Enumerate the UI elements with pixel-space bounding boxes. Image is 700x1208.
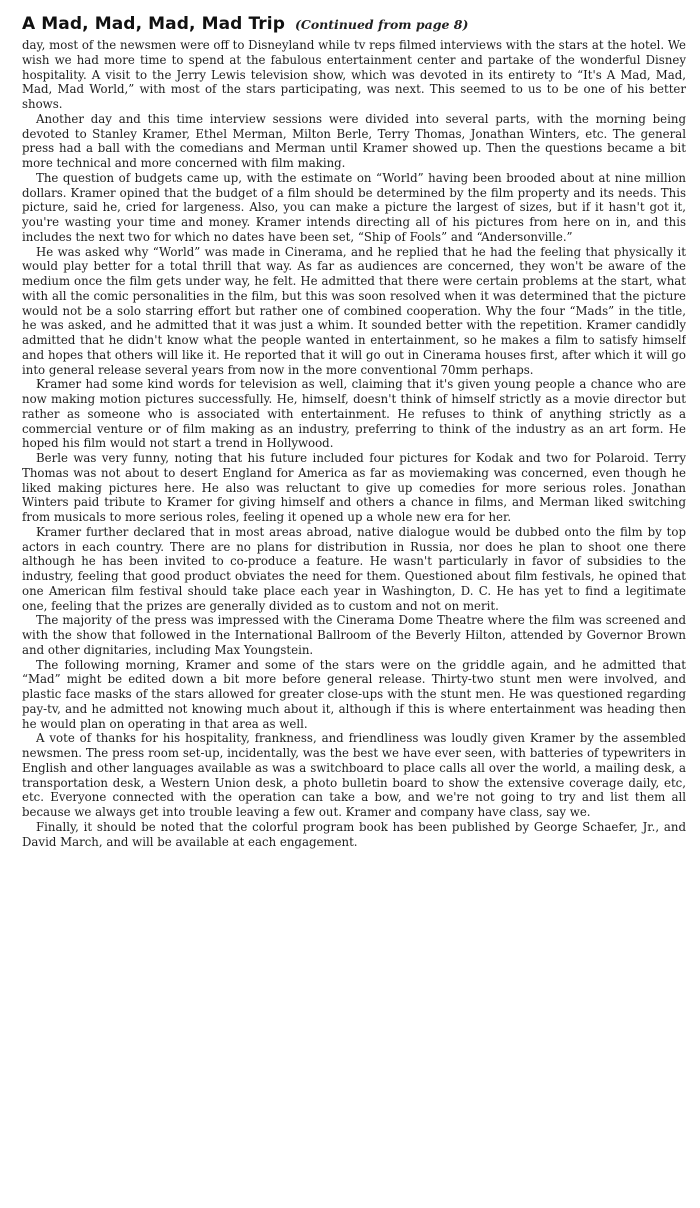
paragraph: The following morning, Kramer and some of the stars were on the griddle again, and he admitted that “Mad” might be edited down a bit more before general release. Thirty-two stunt men were involved, and plastic face masks of the stars allowed for greater close-ups with the stunt men. He was questioned regarding pay-tv, and he admitted not knowing much about it, although if this is where entertainment was heading then he would plan on operating in that area as well. bbox=[22, 657, 686, 731]
paragraph: Berle was very funny, noting that his future included four pictures for Kodak and two for Polaroid. Terry Thomas was not about to desert England for America as far as moviemaking was concerned, even though he liked making pictures here. He also was reluctant to give up comedies for more serious roles. Jonathan Winters paid tribute to Kramer for giving himself and others a chance in films, and Merman liked switching from musicals to more serious roles, feeling it opened up a whole new era for her. bbox=[22, 451, 686, 524]
paragraph: Kramer had some kind words for television as well, claiming that it's given young people a chance who are now making motion pictures successfully. He, himself, doesn't think of himself strictly as a movie director but rather as someone who is associated with entertainment. He refuses to think of anything strictly as a commercial venture or of film making as an industry, preferring to think of the industry as an art form. He hoped his film would not start a trend in Hollywood. bbox=[22, 377, 686, 451]
paragraph: Another day and this time interview sessions were divided into several parts, with the morning being devoted to Stanley Kramer, Ethel Merman, Milton Berle, Terry Thomas, Jonathan Winters, etc. The general press had a ball with the comedians and Merman until Kramer showed up. Then the questions became a bit more technical and more concerned with film making. bbox=[22, 111, 686, 170]
paragraph: The majority of the press was impressed with the Cinerama Dome Theatre where the film was screened and with the show that followed in the International Ballroom of the Beverly Hilton, attended by Governor Brown and other dignitaries, including Max Youngstein. bbox=[22, 613, 686, 657]
paragraph: The question of budgets came up, with the estimate on “World” having been brooded about at nine million dollars. Kramer opined that the budget of a film should be determined by the film property and its needs. This picture, said he, cried for largeness. Also, you can make a picture the largest of sizes, but if it hasn't got it, you're wasting your time and money. Kramer intends directing all of his pictures from here on in, and this includes the next two for which no dates have been set, “Ship of Fools” and “Andersonville.” bbox=[22, 170, 686, 244]
paragraph: He was asked why “World” was made in Cinerama, and he replied that he had the feeling that physically it would play better for a total thrill that way. As far as audiences are concerned, they won't be aware of the medium once the film gets under way, he felt. He admitted that there were certain problems at the start, what with all the comic personalities in the film, but this was soon resolved when it was determined that the picture would not be a solo starring effort but rather one of combined cooperation. Why the four “Mads” in the title, he was asked, and he admitted that it was just a whim. It sounded better with the repetition. Kramer candidly admitted that he didn't know what the people wanted in entertainment, so he makes a film to satisfy himself and hopes that others will like it. He reported that it will go out in Cinerama houses first, after which it will go into general release several years from now in the more conventional 70mm perhaps. bbox=[22, 244, 686, 377]
magazine-page bbox=[22, 14, 686, 1200]
paragraph: day, most of the newsmen were off to Disneyland while tv reps filmed interviews with the stars at the hotel. We wish we had more time to spend at the fabulous entertainment center and partake of the wonderful Disney hospitality. A visit to the Jerry Lewis television show, which was devoted in its entirety to “It's A Mad, Mad, Mad, Mad World,” with most of the stars participating, was next. This seemed to us to be one of his better shows. bbox=[22, 38, 686, 111]
article-title: A Mad, Mad, Mad, Mad Trip bbox=[22, 14, 285, 34]
paragraph: Finally, it should be noted that the colorful program book has been published by George Schaefer, Jr., and David March, and will be available at each engagement. bbox=[22, 819, 686, 849]
article-header bbox=[22, 14, 686, 34]
paragraph: Kramer further declared that in most areas abroad, native dialogue would be dubbed onto the film by top actors in each country. There are no plans for distribution in Russia, nor does he plan to shoot one there although he has been invited to co-produce a feature. He wasn't particularly in favor of subsidies to the industry, feeling that good product obviates the need for them. Questioned about film festivals, he opined that one American film festival should take place each year in Washington, D. C. He has yet to find a legitimate one, feeling that the prizes are generally divided as to custom and not on merit. bbox=[22, 524, 686, 613]
article-body bbox=[22, 38, 686, 849]
paragraph: A vote of thanks for his hospitality, frankness, and friendliness was loudly given Kramer by the assembled newsmen. The press room set-up, incidentally, was the best we have ever seen, with batteries of typewriters in English and other languages available as was a switchboard to place calls all over the world, a mailing desk, a transportation desk, a Western Union desk, a photo bulletin board to show the extensive coverage daily, etc, etc. Everyone connected with the operation can take a bow, and we're not going to try and list them all because we always get into trouble leaving a few out. Kramer and company have class, say we. bbox=[22, 731, 686, 819]
continuation-note: (Continued from page 8) bbox=[294, 17, 469, 32]
